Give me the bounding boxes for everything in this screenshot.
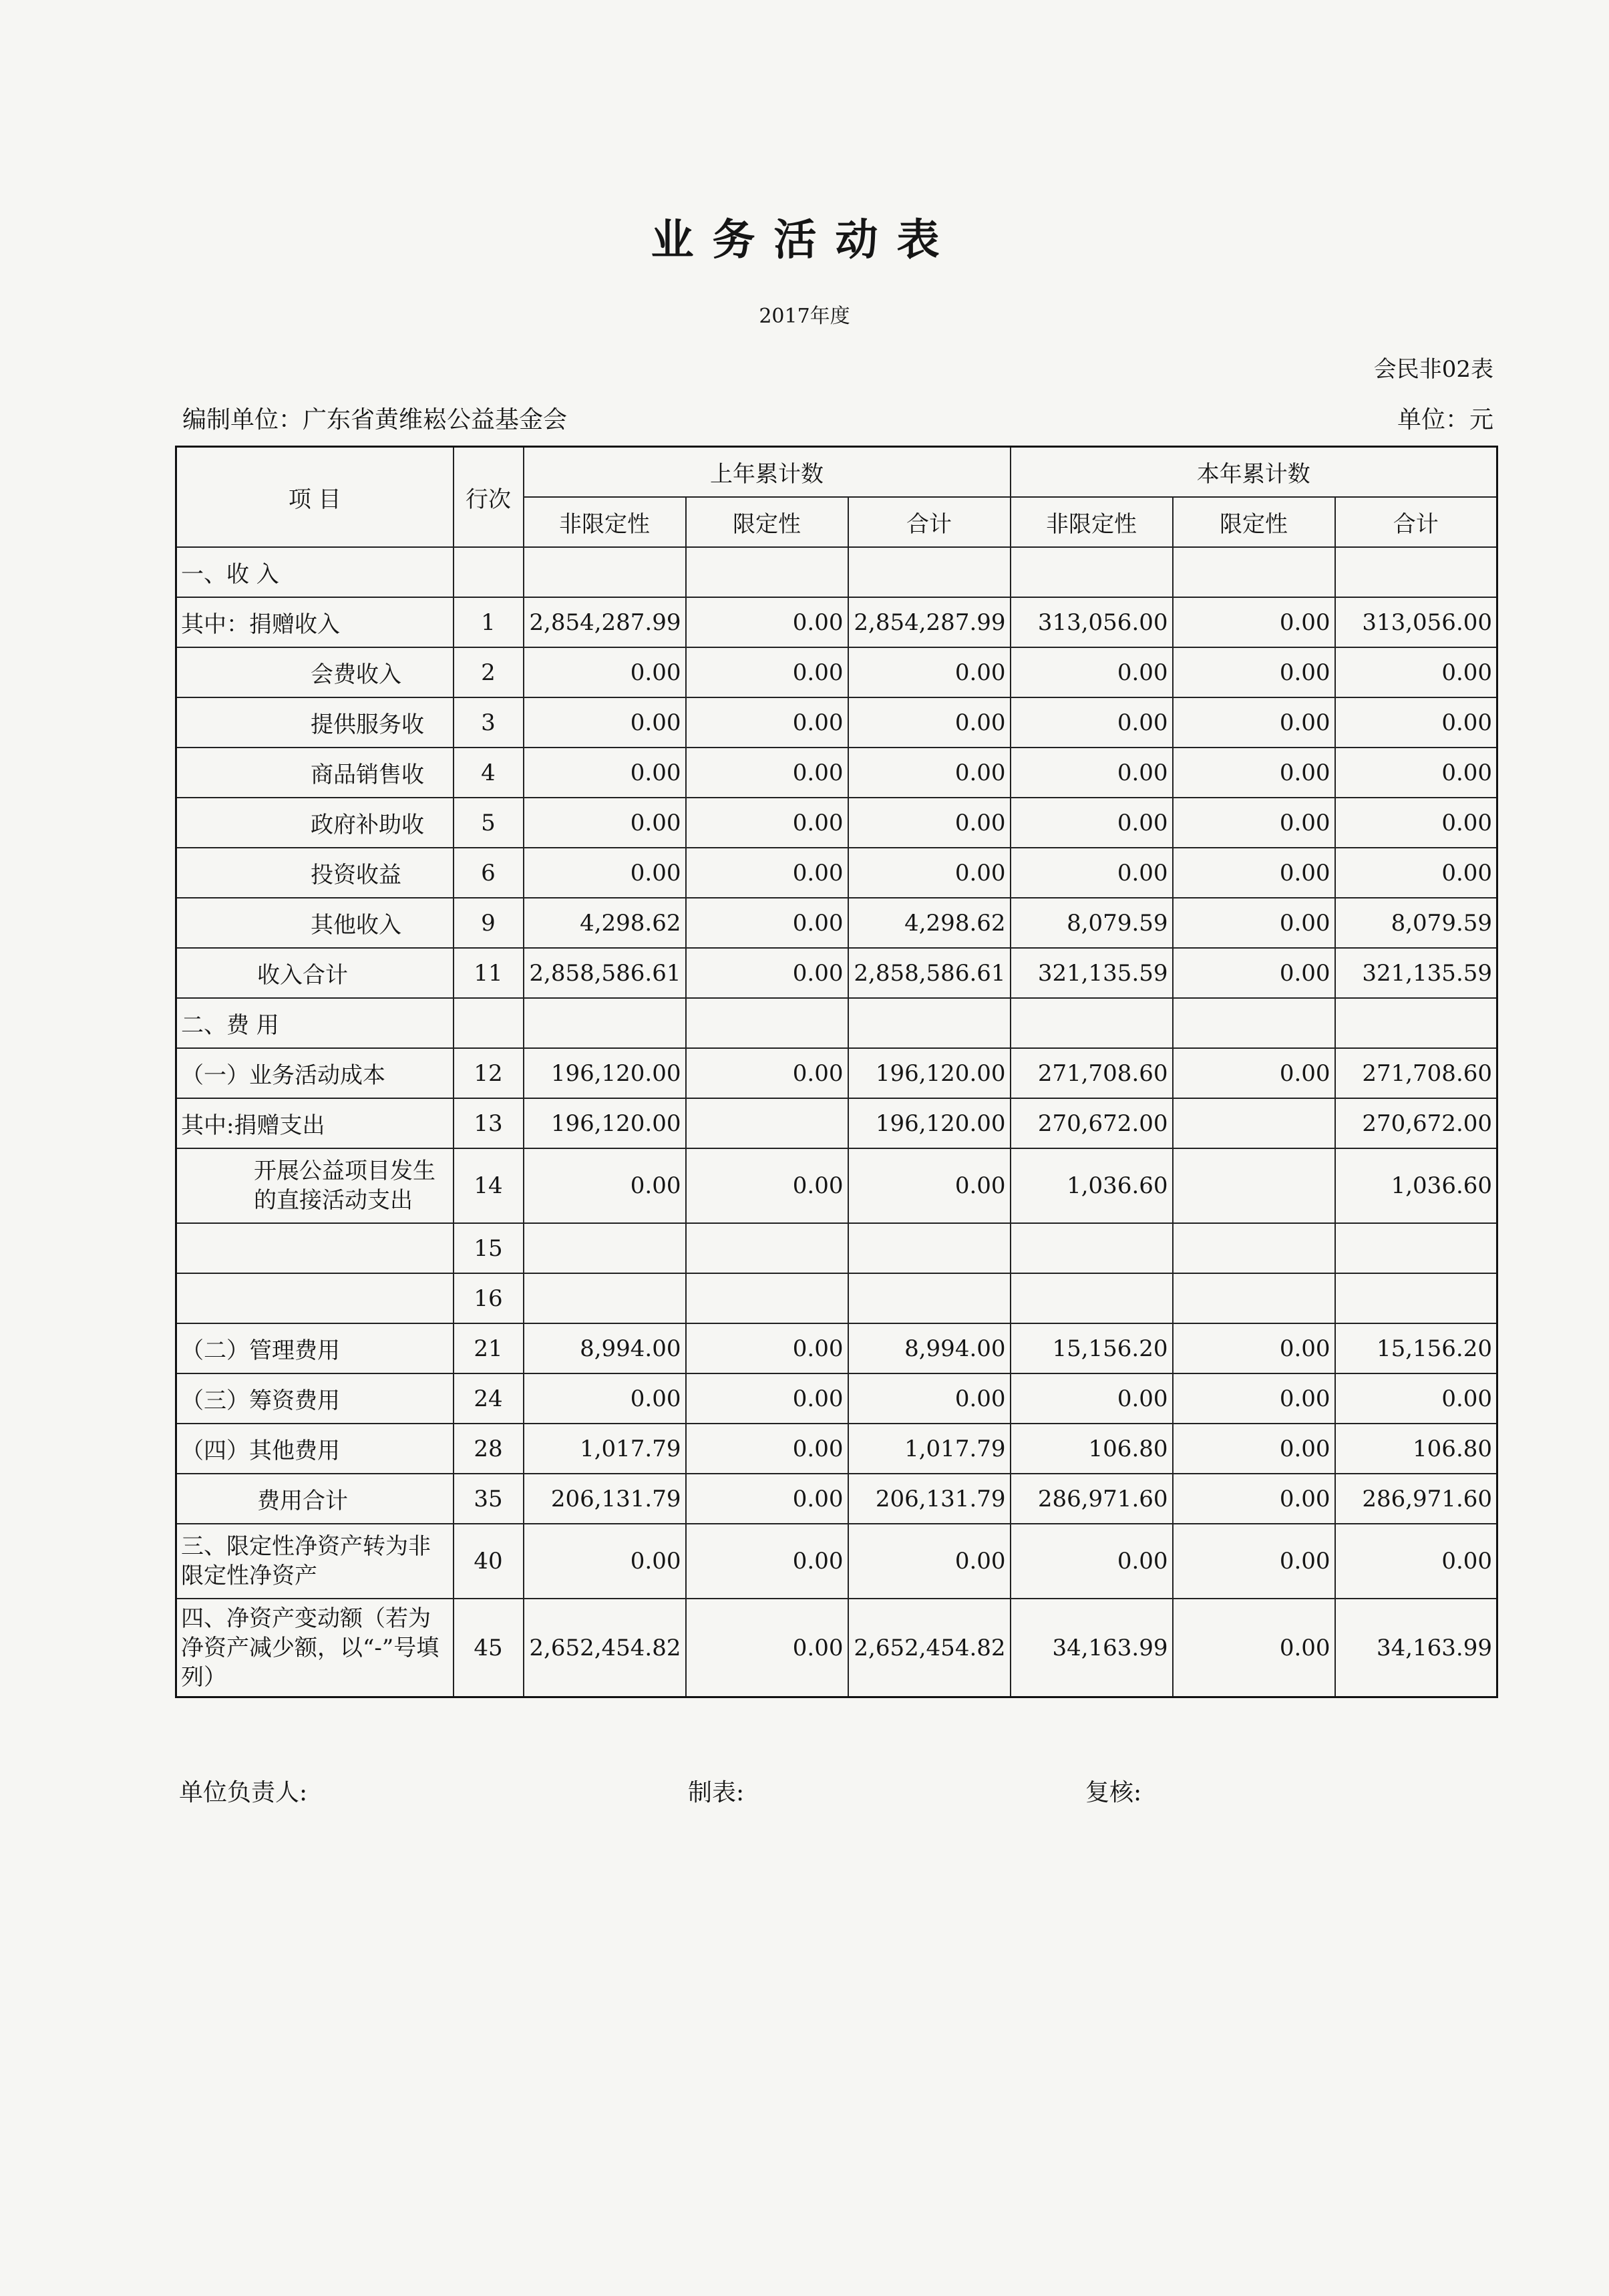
cell-curr-total — [1335, 1273, 1497, 1323]
row-number — [454, 547, 524, 597]
cell-prev-total: 8,994.00 — [848, 1323, 1011, 1373]
cell-curr-restricted: 0.00 — [1173, 697, 1335, 748]
cell-curr-total — [1335, 998, 1497, 1048]
cell-curr-unrestricted: 313,056.00 — [1011, 597, 1173, 647]
cell-prev-restricted: 0.00 — [686, 848, 848, 898]
cell-prev-total: 2,652,454.82 — [848, 1599, 1011, 1697]
cell-prev-restricted: 0.00 — [686, 748, 848, 798]
cell-curr-total: 1,036.60 — [1335, 1148, 1497, 1223]
currency-unit: 单位：元 — [1397, 406, 1493, 434]
cell-prev-total: 0.00 — [848, 1524, 1011, 1599]
table-row — [176, 998, 1497, 1048]
footer-reviewer: 复核: — [1085, 1779, 1142, 1806]
row-label: （四）其他费用 — [176, 1424, 454, 1474]
header-curr-unrestricted: 非限定性 — [1011, 497, 1173, 547]
row-number: 12 — [454, 1048, 524, 1098]
cell-curr-unrestricted: 0.00 — [1011, 697, 1173, 748]
cell-curr-total: 270,672.00 — [1335, 1098, 1497, 1148]
cell-prev-total: 0.00 — [848, 798, 1011, 848]
cell-prev-restricted — [686, 998, 848, 1048]
row-label: 二、费 用 — [176, 998, 454, 1048]
cell-prev-total: 0.00 — [848, 848, 1011, 898]
row-label: 其中:捐赠支出 — [176, 1098, 454, 1148]
row-label: （二）管理费用 — [176, 1323, 454, 1373]
cell-prev-restricted: 0.00 — [686, 1599, 848, 1697]
cell-curr-total: 0.00 — [1335, 1524, 1497, 1599]
cell-prev-restricted: 0.00 — [686, 1373, 848, 1424]
row-label: 会费收入 — [176, 647, 454, 697]
cell-curr-total — [1335, 1223, 1497, 1273]
cell-prev-unrestricted: 8,994.00 — [524, 1323, 686, 1373]
header-prev-year: 上年累计数 — [524, 447, 1011, 498]
cell-prev-total: 2,858,586.61 — [848, 948, 1011, 998]
cell-curr-restricted: 0.00 — [1173, 647, 1335, 697]
cell-prev-total: 2,854,287.99 — [848, 597, 1011, 647]
cell-curr-total: 106.80 — [1335, 1424, 1497, 1474]
row-label: 其中：捐赠收入 — [176, 597, 454, 647]
cell-curr-total — [1335, 547, 1497, 597]
cell-curr-restricted: 0.00 — [1173, 798, 1335, 848]
row-number: 11 — [454, 948, 524, 998]
cell-curr-restricted: 0.00 — [1173, 1373, 1335, 1424]
cell-curr-unrestricted: 0.00 — [1011, 647, 1173, 697]
row-label: 一、收 入 — [176, 547, 454, 597]
row-label — [176, 1273, 454, 1323]
row-label: 费用合计 — [176, 1474, 454, 1524]
cell-curr-unrestricted — [1011, 1223, 1173, 1273]
row-number: 21 — [454, 1323, 524, 1373]
cell-curr-unrestricted: 0.00 — [1011, 748, 1173, 798]
table-row — [176, 647, 1497, 697]
row-label: （一）业务活动成本 — [176, 1048, 454, 1098]
cell-curr-total: 8,079.59 — [1335, 898, 1497, 948]
cell-prev-restricted: 0.00 — [686, 1524, 848, 1599]
cell-curr-total: 321,135.59 — [1335, 948, 1497, 998]
cell-curr-unrestricted: 0.00 — [1011, 848, 1173, 898]
cell-prev-total: 4,298.62 — [848, 898, 1011, 948]
cell-curr-unrestricted: 0.00 — [1011, 1373, 1173, 1424]
row-number: 35 — [454, 1474, 524, 1524]
row-label: 其他收入 — [176, 898, 454, 948]
cell-curr-restricted: 0.00 — [1173, 898, 1335, 948]
cell-prev-unrestricted: 2,858,586.61 — [524, 948, 686, 998]
cell-prev-unrestricted: 2,854,287.99 — [524, 597, 686, 647]
table-row — [176, 848, 1497, 898]
header-item: 项 目 — [176, 447, 454, 548]
cell-curr-total: 0.00 — [1335, 748, 1497, 798]
row-number: 5 — [454, 798, 524, 848]
cell-curr-total: 286,971.60 — [1335, 1474, 1497, 1524]
cell-curr-unrestricted: 8,079.59 — [1011, 898, 1173, 948]
cell-curr-total: 271,708.60 — [1335, 1048, 1497, 1098]
table-row — [176, 547, 1497, 597]
cell-prev-restricted: 0.00 — [686, 647, 848, 697]
table-row — [176, 898, 1497, 948]
table-row — [176, 597, 1497, 647]
row-number: 2 — [454, 647, 524, 697]
cell-prev-unrestricted — [524, 998, 686, 1048]
row-label: 投资收益 — [176, 848, 454, 898]
cell-curr-restricted: 0.00 — [1173, 748, 1335, 798]
cell-prev-unrestricted: 0.00 — [524, 697, 686, 748]
cell-prev-total: 0.00 — [848, 647, 1011, 697]
table-row — [176, 948, 1497, 998]
cell-prev-total: 206,131.79 — [848, 1474, 1011, 1524]
cell-curr-unrestricted — [1011, 1273, 1173, 1323]
row-number: 14 — [454, 1148, 524, 1223]
form-code: 会民非02表 — [1373, 356, 1493, 383]
cell-prev-total: 0.00 — [848, 697, 1011, 748]
row-number: 13 — [454, 1098, 524, 1148]
cell-curr-total: 15,156.20 — [1335, 1323, 1497, 1373]
cell-curr-total: 0.00 — [1335, 1373, 1497, 1424]
cell-curr-restricted: 0.00 — [1173, 1323, 1335, 1373]
row-number: 3 — [454, 697, 524, 748]
table-row — [176, 1148, 1497, 1223]
cell-prev-restricted: 0.00 — [686, 798, 848, 848]
cell-prev-total: 0.00 — [848, 1148, 1011, 1223]
footer-preparer: 制表: — [688, 1779, 745, 1806]
header-curr-year: 本年累计数 — [1011, 447, 1497, 498]
cell-prev-unrestricted: 196,120.00 — [524, 1048, 686, 1098]
cell-curr-unrestricted: 106.80 — [1011, 1424, 1173, 1474]
row-number: 16 — [454, 1273, 524, 1323]
header-curr-restricted: 限定性 — [1173, 497, 1335, 547]
cell-curr-total: 313,056.00 — [1335, 597, 1497, 647]
cell-curr-restricted: 0.00 — [1173, 597, 1335, 647]
cell-prev-restricted: 0.00 — [686, 597, 848, 647]
cell-prev-total: 196,120.00 — [848, 1098, 1011, 1148]
row-label: 政府补助收 — [176, 798, 454, 848]
header-row-no: 行次 — [454, 447, 524, 548]
cell-prev-unrestricted — [524, 547, 686, 597]
cell-curr-restricted: 0.00 — [1173, 1524, 1335, 1599]
cell-prev-restricted: 0.00 — [686, 1424, 848, 1474]
row-label: 提供服务收 — [176, 697, 454, 748]
cell-curr-restricted — [1173, 547, 1335, 597]
row-number: 28 — [454, 1424, 524, 1474]
cell-curr-total: 0.00 — [1335, 697, 1497, 748]
cell-prev-total: 196,120.00 — [848, 1048, 1011, 1098]
row-label: 商品销售收 — [176, 748, 454, 798]
cell-prev-restricted: 0.00 — [686, 1048, 848, 1098]
cell-prev-restricted — [686, 547, 848, 597]
cell-curr-restricted: 0.00 — [1173, 948, 1335, 998]
cell-prev-restricted: 0.00 — [686, 948, 848, 998]
cell-curr-restricted: 0.00 — [1173, 1599, 1335, 1697]
activity-table — [175, 446, 1498, 1698]
cell-curr-restricted — [1173, 1148, 1335, 1223]
cell-prev-unrestricted: 196,120.00 — [524, 1098, 686, 1148]
cell-curr-restricted: 0.00 — [1173, 848, 1335, 898]
cell-prev-total: 1,017.79 — [848, 1424, 1011, 1474]
row-label: 四、净资产变动额（若为净资产减少额，以“-”号填列） — [176, 1599, 454, 1697]
org-name: 编制单位：广东省黄维崧公益基金会 — [182, 406, 568, 434]
cell-curr-restricted — [1173, 1098, 1335, 1148]
table-row — [176, 697, 1497, 748]
cell-curr-unrestricted: 1,036.60 — [1011, 1148, 1173, 1223]
row-label: 开展公益项目发生的直接活动支出 — [176, 1148, 454, 1223]
cell-curr-total: 34,163.99 — [1335, 1599, 1497, 1697]
cell-curr-unrestricted: 34,163.99 — [1011, 1599, 1173, 1697]
cell-prev-unrestricted: 2,652,454.82 — [524, 1599, 686, 1697]
cell-prev-unrestricted: 0.00 — [524, 1373, 686, 1424]
cell-curr-total: 0.00 — [1335, 798, 1497, 848]
cell-prev-restricted: 0.00 — [686, 1148, 848, 1223]
cell-curr-unrestricted: 286,971.60 — [1011, 1474, 1173, 1524]
table-row — [176, 1474, 1497, 1524]
cell-curr-unrestricted: 0.00 — [1011, 1524, 1173, 1599]
cell-curr-restricted: 0.00 — [1173, 1048, 1335, 1098]
cell-curr-restricted: 0.00 — [1173, 1474, 1335, 1524]
cell-prev-unrestricted: 0.00 — [524, 1148, 686, 1223]
cell-curr-restricted: 0.00 — [1173, 1424, 1335, 1474]
cell-prev-unrestricted: 0.00 — [524, 1524, 686, 1599]
cell-curr-unrestricted: 321,135.59 — [1011, 948, 1173, 998]
cell-prev-unrestricted: 0.00 — [524, 647, 686, 697]
cell-prev-unrestricted: 0.00 — [524, 748, 686, 798]
cell-prev-restricted — [686, 1273, 848, 1323]
cell-prev-unrestricted — [524, 1223, 686, 1273]
cell-curr-unrestricted: 271,708.60 — [1011, 1048, 1173, 1098]
header-prev-restricted: 限定性 — [686, 497, 848, 547]
row-number: 45 — [454, 1599, 524, 1697]
cell-prev-total — [848, 547, 1011, 597]
row-label: （三）筹资费用 — [176, 1373, 454, 1424]
cell-prev-unrestricted: 0.00 — [524, 848, 686, 898]
row-label: 收入合计 — [176, 948, 454, 998]
table-row — [176, 748, 1497, 798]
cell-prev-total — [848, 1273, 1011, 1323]
cell-curr-restricted — [1173, 1223, 1335, 1273]
cell-prev-restricted — [686, 1098, 848, 1148]
report-year: 2017年度 — [759, 305, 850, 328]
row-number: 4 — [454, 748, 524, 798]
header-prev-total: 合计 — [848, 497, 1011, 547]
table-row — [176, 1524, 1497, 1599]
cell-curr-unrestricted — [1011, 547, 1173, 597]
row-number: 40 — [454, 1524, 524, 1599]
row-number: 15 — [454, 1223, 524, 1273]
cell-curr-restricted — [1173, 998, 1335, 1048]
cell-curr-unrestricted: 0.00 — [1011, 798, 1173, 848]
cell-prev-restricted: 0.00 — [686, 898, 848, 948]
row-number: 6 — [454, 848, 524, 898]
table-row — [176, 1048, 1497, 1098]
header-curr-total: 合计 — [1335, 497, 1497, 547]
cell-prev-total: 0.00 — [848, 748, 1011, 798]
table-row — [176, 798, 1497, 848]
cell-prev-total — [848, 1223, 1011, 1273]
row-label: 三、限定性净资产转为非限定性净资产 — [176, 1524, 454, 1599]
row-label — [176, 1223, 454, 1273]
table-row — [176, 1098, 1497, 1148]
cell-prev-total: 0.00 — [848, 1373, 1011, 1424]
table-row — [176, 1323, 1497, 1373]
cell-curr-unrestricted: 15,156.20 — [1011, 1323, 1173, 1373]
table-row — [176, 1373, 1497, 1424]
row-number: 1 — [454, 597, 524, 647]
footer-principal: 单位负责人: — [179, 1779, 308, 1806]
page-title: 业务活动表 — [651, 216, 958, 265]
cell-curr-total: 0.00 — [1335, 647, 1497, 697]
table-row — [176, 1223, 1497, 1273]
header-prev-unrestricted: 非限定性 — [524, 497, 686, 547]
cell-prev-total — [848, 998, 1011, 1048]
cell-curr-unrestricted — [1011, 998, 1173, 1048]
cell-prev-unrestricted: 1,017.79 — [524, 1424, 686, 1474]
cell-prev-restricted: 0.00 — [686, 1323, 848, 1373]
table-row — [176, 1599, 1497, 1697]
cell-curr-total: 0.00 — [1335, 848, 1497, 898]
cell-prev-restricted: 0.00 — [686, 1474, 848, 1524]
cell-prev-unrestricted: 206,131.79 — [524, 1474, 686, 1524]
cell-curr-unrestricted: 270,672.00 — [1011, 1098, 1173, 1148]
table-row — [176, 1424, 1497, 1474]
row-number: 24 — [454, 1373, 524, 1424]
cell-curr-restricted — [1173, 1273, 1335, 1323]
cell-prev-restricted: 0.00 — [686, 697, 848, 748]
row-number: 9 — [454, 898, 524, 948]
table-row — [176, 1273, 1497, 1323]
row-number — [454, 998, 524, 1048]
cell-prev-unrestricted: 0.00 — [524, 798, 686, 848]
cell-prev-restricted — [686, 1223, 848, 1273]
cell-prev-unrestricted — [524, 1273, 686, 1323]
cell-prev-unrestricted: 4,298.62 — [524, 898, 686, 948]
